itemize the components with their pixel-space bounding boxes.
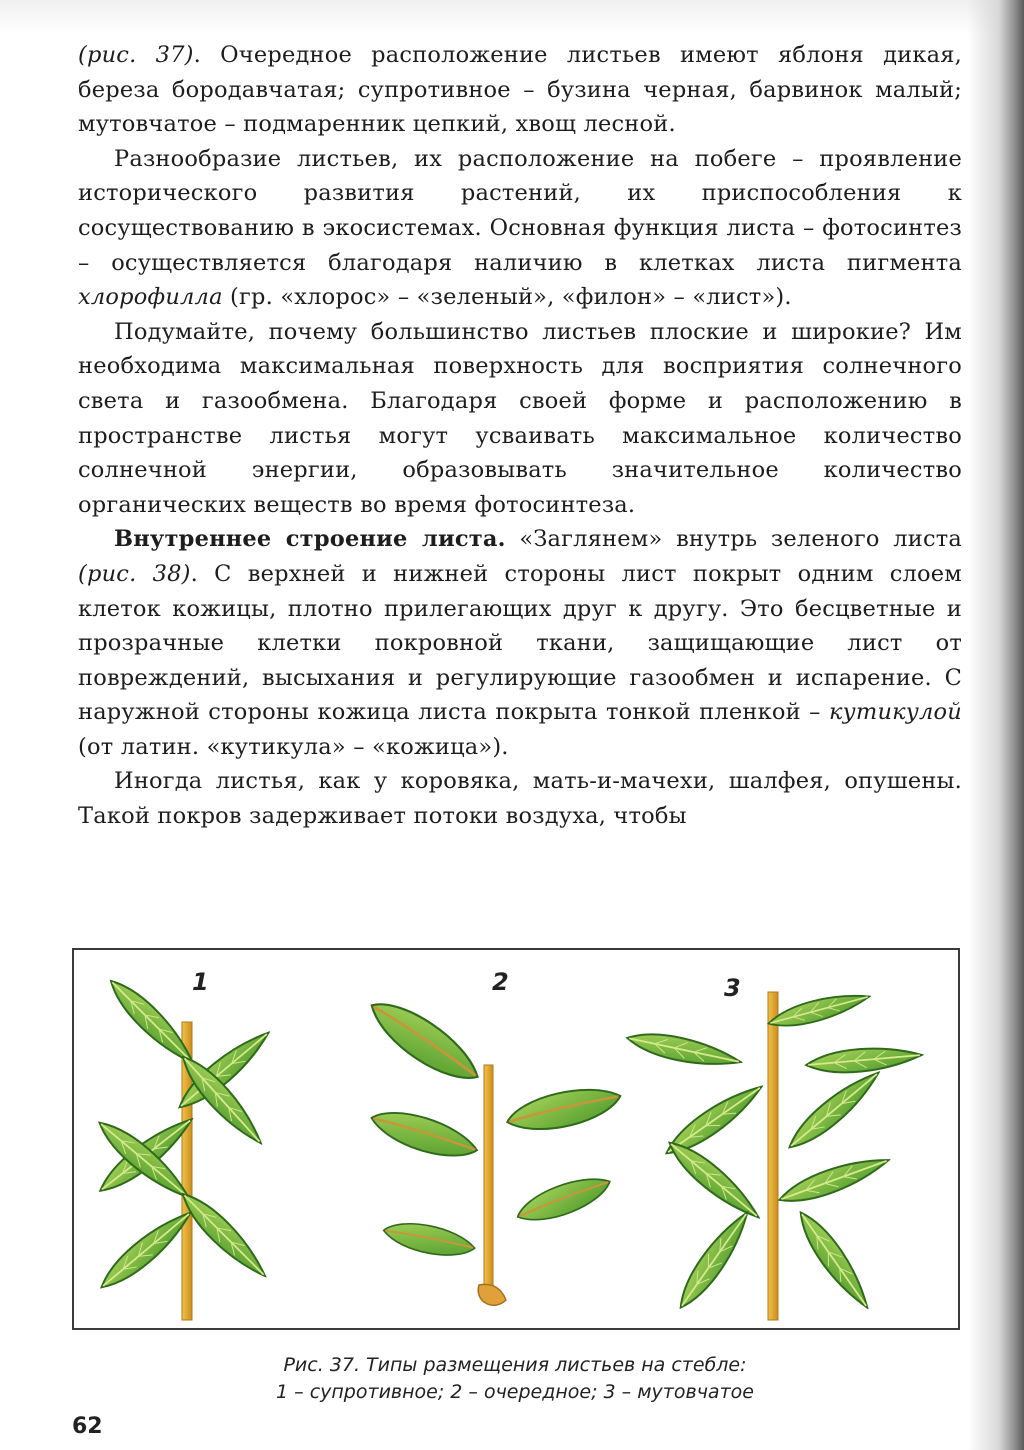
scan-edge-shadow: [968, 0, 1024, 1450]
leaf-arrangement-illustration: [74, 950, 958, 1328]
caption-line-1: Рис. 37. Типы размещения листьев на стебле:: [283, 1354, 747, 1376]
caption-line-2: 1 – супротивное; 2 – очередное; 3 – мутовчатое: [276, 1381, 754, 1403]
paragraph-1: [78, 38, 962, 142]
figure-reference: (рис. 37): [78, 42, 194, 68]
paragraph-3: [78, 315, 962, 523]
figure-label-3: 3: [724, 974, 741, 1002]
paragraph-5: [78, 764, 962, 833]
figure-37: [72, 948, 960, 1330]
paragraph-text: (от латин. «кутикула» – «кожица»).: [78, 733, 509, 760]
figure-label-1: 1: [192, 968, 209, 996]
paragraph-text: . С верхней и нижней стороны лист покрыт одним слоем клеток кожицы, плотно прилегающих друг к другу. Это бесцветные и прозрачные клетки покровной ткани, защищающие лист от повреждений, высыхания и регулирующие газообмен и испарение. С наружной стороны кожица листа покрыта тонкой пленкой –: [78, 560, 962, 726]
figure-caption: [72, 1352, 958, 1406]
paragraph-text: Подумайте, почему большинство листьев плоские и широкие? Им необходима максимальная поверхность для восприятия солнечного света и газообмена. Благодаря своей форме и расположению в пространстве листья могут усваивать максимальное количество солнечной энергии, образовывать значительное количество органических веществ во время фотосинтеза.: [78, 318, 962, 518]
paragraph-text: . Очередное расположение листьев имеют яблоня дикая, береза бородавчатая; супротивное – бузина черная, барвинок малый; мутовчатое – подмаренник цепкий, хвощ лесной.: [78, 42, 962, 138]
scan-top-shadow: [0, 0, 1024, 34]
paragraph-2: [78, 142, 962, 315]
term-cuticle: кутикулой: [829, 699, 962, 726]
paragraph-4: [78, 522, 962, 764]
figure-reference: (рис. 38): [78, 560, 191, 587]
plant-alternate: [361, 968, 624, 1305]
plant-opposite: [92, 968, 275, 1320]
plant-whorled: [625, 974, 923, 1320]
term-chlorophyll: хлорофилла: [78, 284, 223, 311]
figure-label-2: 2: [492, 968, 509, 996]
paragraph-text: «Заглянем» внутрь зеленого листа: [505, 526, 963, 553]
paragraph-text: Иногда листья, как у коровяка, мать-и-мачехи, шалфея, опушены. Такой покров задерживает потоки воздуха, чтобы: [78, 768, 962, 830]
body-text: [78, 38, 962, 834]
section-heading: Внутреннее строение листа.: [114, 526, 506, 553]
paragraph-text: Разнообразие листьев, их расположение на побеге – проявление исторического развития растений, их приспособления к сосуществованию в экосистемах. Основная функция листа – фотосинтез – осуществляется благодаря наличию в клетках листа пигмента: [78, 145, 962, 276]
paragraph-text: (гр. «хлорос» – «зеленый», «филон» – «лист»).: [222, 284, 792, 311]
page-number: 62: [72, 1414, 103, 1439]
